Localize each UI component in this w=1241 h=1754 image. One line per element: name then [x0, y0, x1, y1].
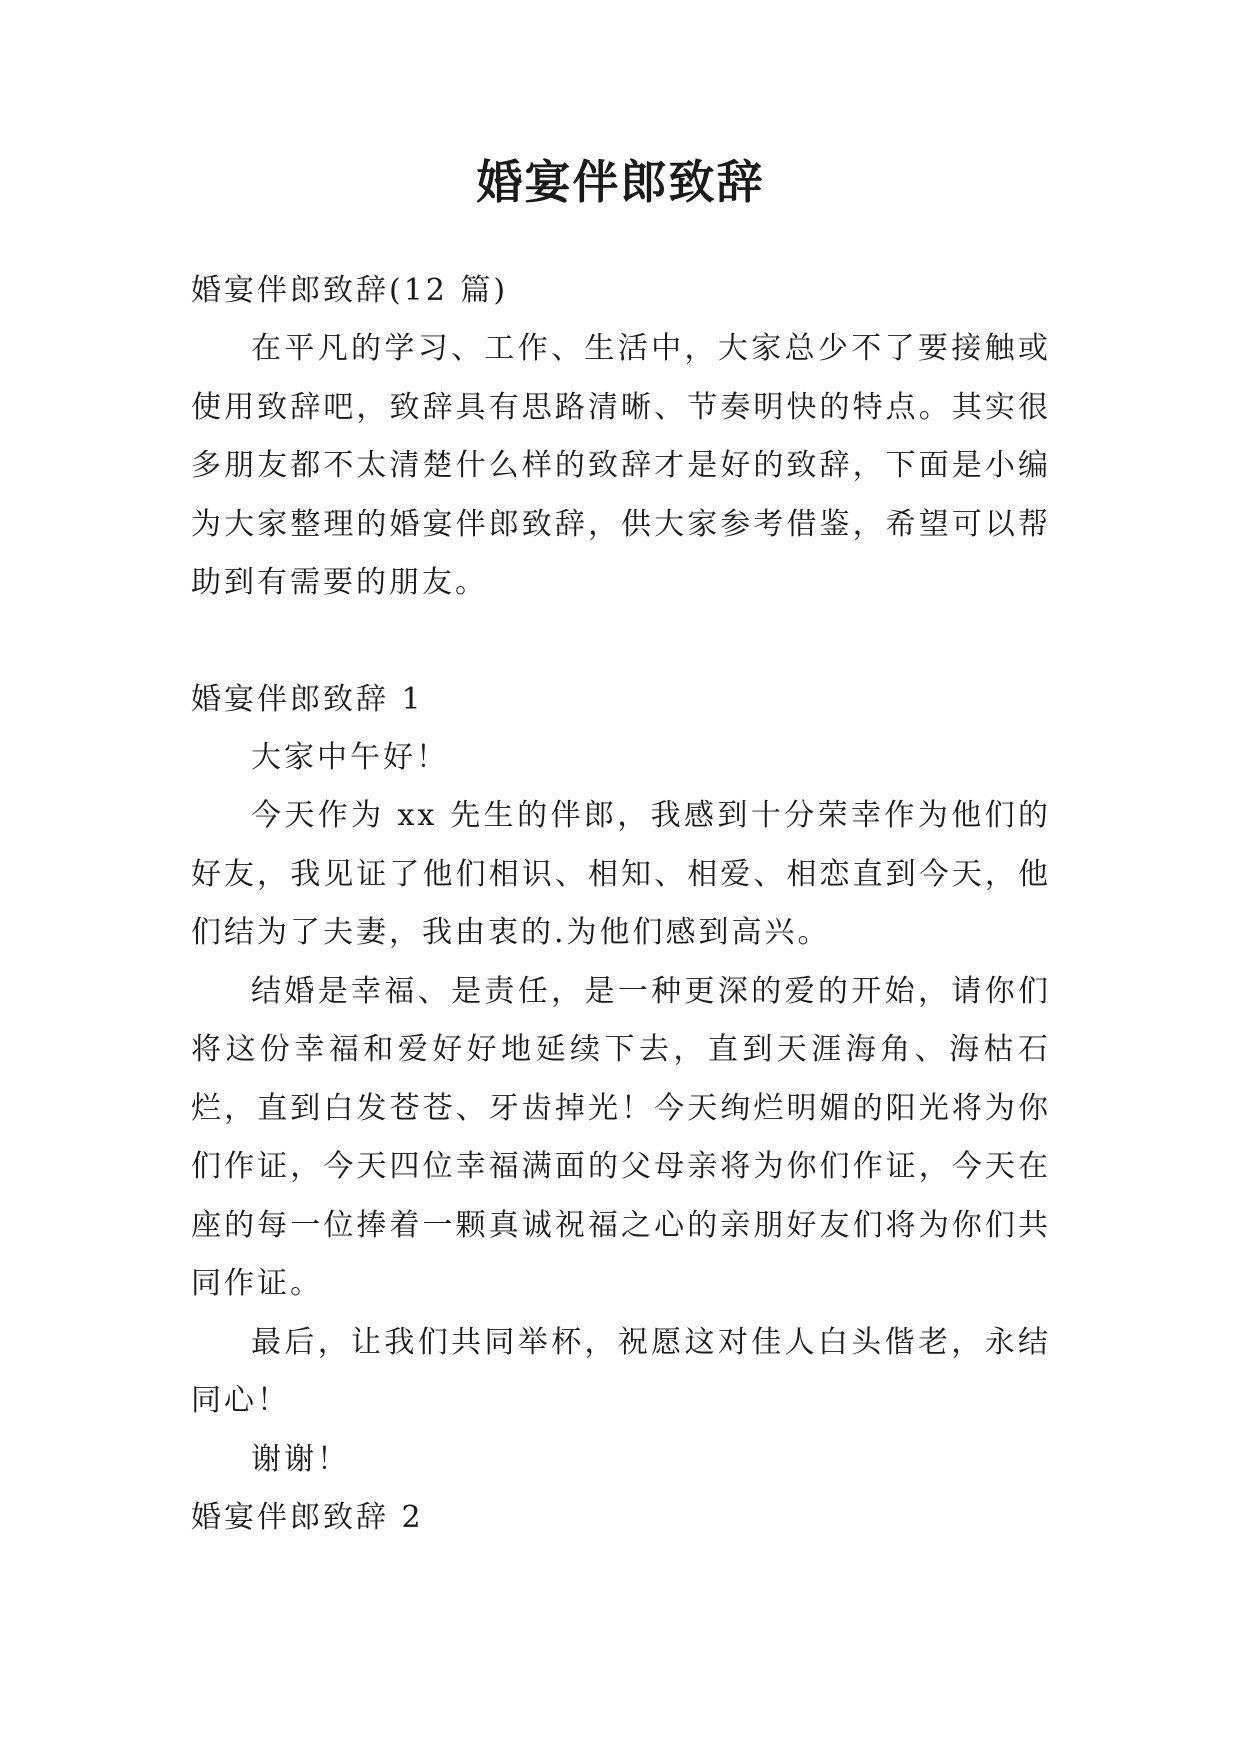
section-1-greeting: 大家中午好！ [251, 739, 449, 775]
collection-subtitle: 婚宴伴郎致辞(12 篇) [191, 273, 509, 308]
section-1-paragraph-2: 结婚是幸福、是责任，是一种更深的爱的开始，请你们将这份幸福和爱好好地延续下去，直到天涯海角、海枯石烂，直到白发苍苍、牙齿掉光！今天绚烂明媚的阳光将为你们作证，今天四位幸福满面的父母亲将为你们作证，今天在座的每一位捧着一颗真诚祝福之心的亲朋好友们将为你们共同作证。 [191, 973, 1051, 1301]
document-body [191, 262, 1051, 1547]
section-1-paragraph-1: 今天作为 xx 先生的伴郎，我感到十分荣幸作为他们的好友，我见证了他们相识、相知、相爱、相恋直到今天，他们结为了夫妻，我由衷的.为他们感到高兴。 [191, 798, 1051, 950]
section-1-heading: 婚宴伴郎致辞 1 [191, 681, 424, 717]
spacer [191, 613, 1051, 671]
intro-paragraph: 在平凡的学习、工作、生活中，大家总少不了要接触或使用致辞吧，致辞具有思路清晰、节奏明快的特点。其实很多朋友都不太清楚什么样的致辞才是好的致辞，下面是小编为大家整理的婚宴伴郎致辞，供大家参考借鉴，希望可以帮助到有需要的朋友。 [191, 331, 1051, 600]
section-1-thanks: 谢谢！ [251, 1441, 350, 1477]
document-title: 婚宴伴郎致辞 [476, 155, 765, 209]
section-2-heading: 婚宴伴郎致辞 2 [191, 1500, 424, 1535]
section-1-paragraph-3: 最后，让我们共同举杯，祝愿这对佳人白头偕老，永结同心！ [191, 1324, 1051, 1418]
